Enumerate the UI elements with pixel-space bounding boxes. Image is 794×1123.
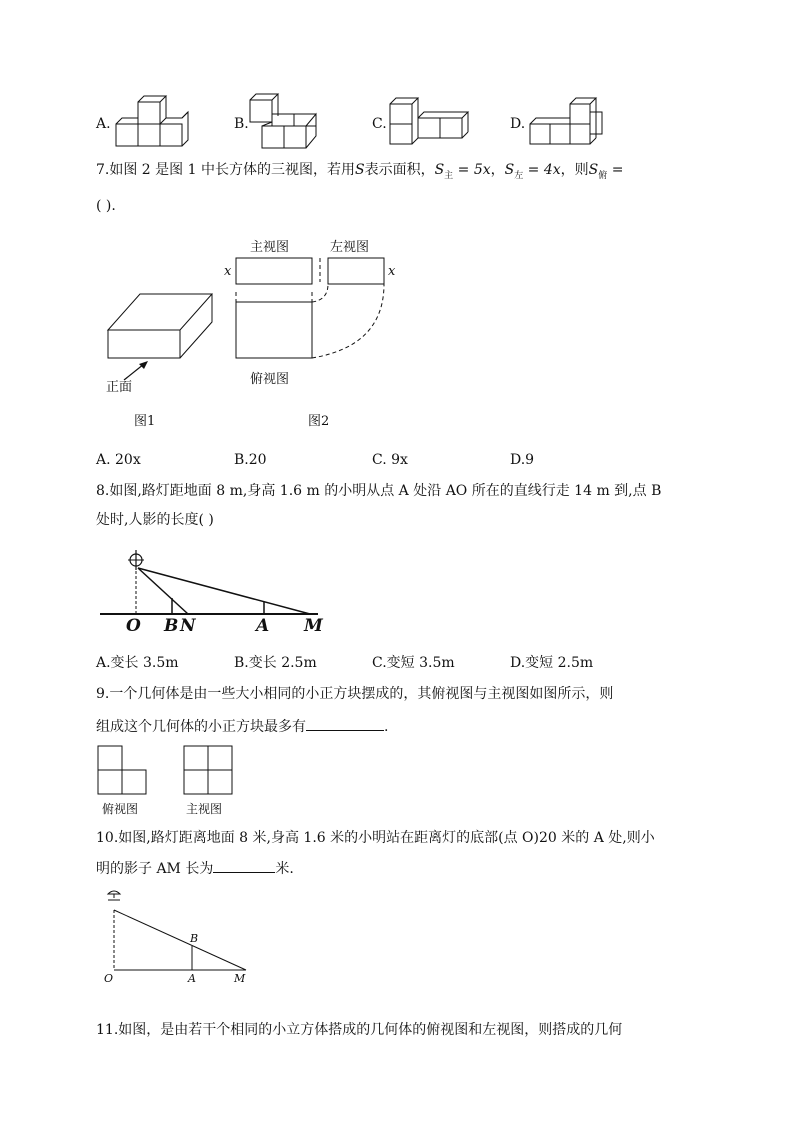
q10-point-o: O (104, 972, 114, 985)
q6-option-c-label: C. (372, 116, 387, 132)
q6-option-b-figure (248, 96, 328, 148)
q8-point-n: N (180, 616, 196, 636)
q11-question-line1: 11.如图，是由若干个相同的小立方体搭成的几何体的俯视图和左视图，则搭成的几何 (96, 1022, 623, 1038)
q8-point-a: A (256, 616, 270, 636)
q7-option-d: D.9 (510, 452, 535, 468)
q9-top-view-label: 俯视图 (102, 802, 139, 816)
q7-front-view-label: 主视图 (250, 240, 290, 255)
q8-point-b: B (164, 616, 179, 636)
q7-left-view-rect (328, 258, 384, 284)
q6-option-a-label: A. (96, 116, 111, 132)
q7-three-views (230, 254, 410, 364)
q7-top-view-label: 俯视图 (250, 372, 290, 387)
q7-option-c: C. 9x (372, 452, 408, 468)
q7-top-view-rect (236, 302, 312, 358)
q9-front-view-figure (182, 744, 236, 796)
q10-point-m: M (234, 972, 246, 985)
q7-left-view-label: 左视图 (330, 240, 370, 255)
q7-fig1-caption: 图1 (134, 414, 156, 429)
q6-option-d-figure (526, 98, 610, 148)
q10-point-b: B (190, 932, 199, 945)
q9-top-view-figure (96, 744, 150, 796)
q7-fig2-caption: 图2 (308, 414, 330, 429)
q7-front-face-label: 正面 (106, 380, 133, 395)
q10-question-line1: 10.如图,路灯距离地面 8 米,身高 1.6 米的小明站在距离灯的底部(点 O)20 米的 A 处,则小 (96, 830, 655, 846)
q7-x-right-label: x (388, 264, 396, 279)
q6-option-d-label: D. (510, 116, 526, 132)
q10-point-a: A (188, 972, 196, 985)
q8-option-b: B.变长 2.5m (234, 655, 317, 671)
q8-option-c: C.变短 3.5m (372, 655, 455, 671)
q7-option-a: A. 20x (96, 452, 141, 468)
q8-question-line2: 处时,人影的长度( ) (96, 512, 214, 528)
q7-question-line1: 7.如图 2 是图 1 中长方体的三视图，若用S表示面积，$S_主 = 5x$，$S_左 = 4x$，则$S_俯$ = (96, 162, 624, 181)
q9-question-line1: 9.一个几何体是由一些大小相同的小正方块摆成的，其俯视图与主视图如图所示，则 (96, 686, 614, 702)
q9-question-line2: 组成这个几何体的小正方块最多有 . (96, 716, 388, 737)
q10-question-line2: 明的影子 AM 长为 米. (96, 858, 294, 879)
q10-lamp-icon (108, 891, 120, 894)
q10-answer-blank[interactable] (213, 858, 275, 873)
q7-question-line2: ( ). (96, 198, 116, 214)
q6-option-a-figure (112, 100, 192, 148)
q7-option-b: B.20 (234, 452, 267, 468)
q8-point-o: O (126, 616, 141, 636)
q8-question-line1: 8.如图,路灯距地面 8 m,身高 1.6 m 的小明从点 A 处沿 AO 所在的直线行走 14 m 到,点 B (96, 483, 662, 499)
q7-front-view-rect (236, 258, 312, 284)
q6-option-b-label: B. (234, 116, 249, 132)
q8-option-d: D.变短 2.5m (510, 655, 594, 671)
q7-x-left-label: x (224, 264, 232, 279)
q8-lamp-figure (98, 546, 338, 618)
q9-answer-blank[interactable] (306, 716, 384, 731)
q8-point-m: M (304, 616, 323, 636)
q6-option-c-figure (388, 98, 468, 148)
q9-front-view-label: 主视图 (186, 802, 223, 816)
q10-lamp-figure (100, 886, 260, 976)
q8-option-a: A.变长 3.5m (96, 655, 179, 671)
